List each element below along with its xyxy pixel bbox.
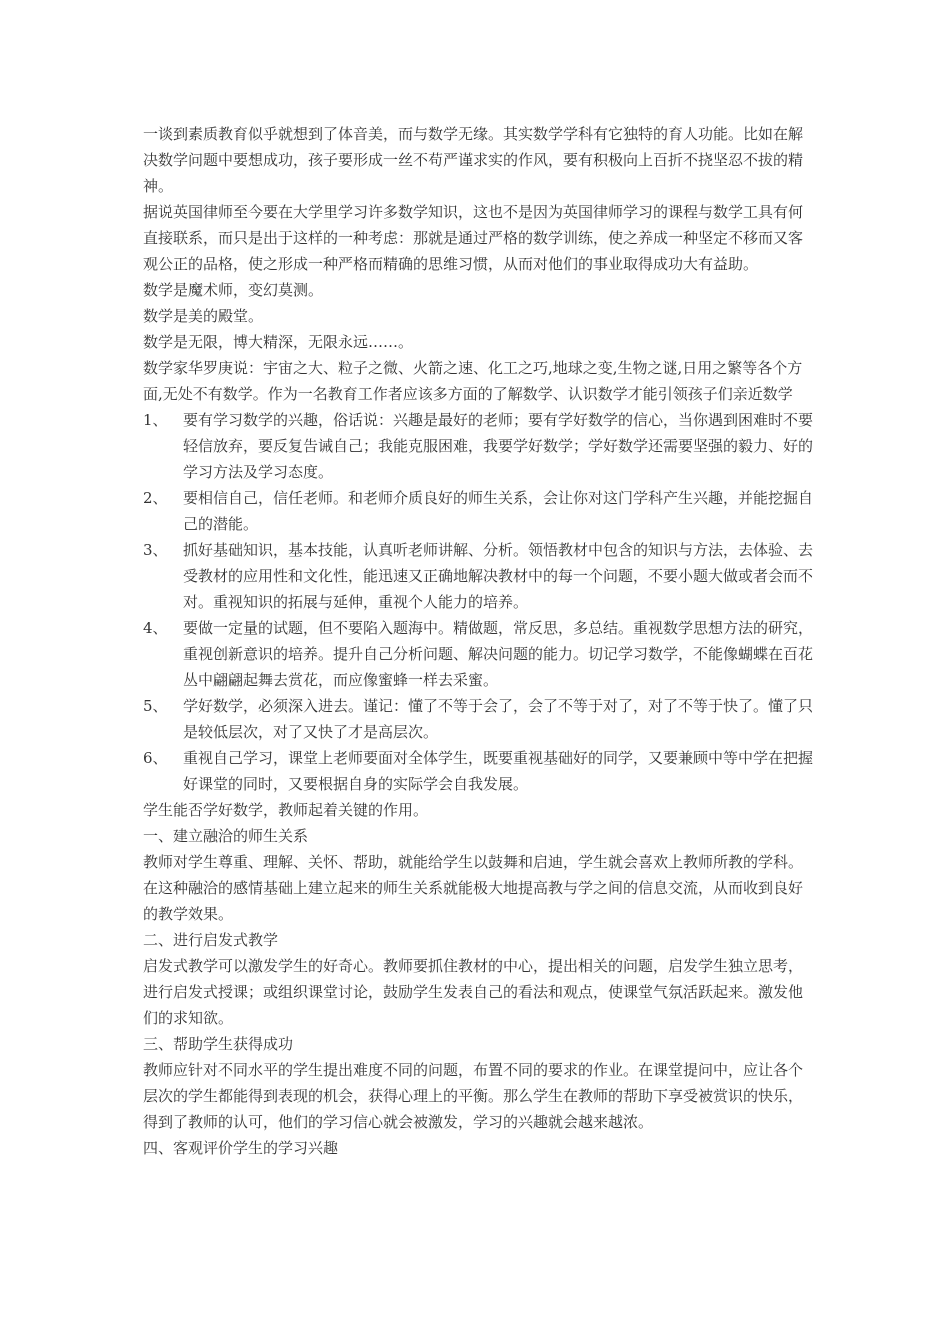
item-number: 3、 [143, 541, 168, 559]
numbered-item [143, 537, 813, 615]
section-heading: 四、客观评价学生的学习兴趣 [143, 1139, 339, 1157]
item-text: 重视自己学习，课堂上老师要面对全体学生，既要重视基础好的同学，又要兼顾中等中学在把握好课堂的同时，又要根据自身的实际学会自我发展。 [183, 749, 814, 793]
numbered-item [143, 693, 813, 745]
intro-paragraph: 数学是无限，博大精深，无限永远……。 [143, 333, 414, 351]
section-heading: 一、建立融洽的师生关系 [143, 827, 309, 845]
section-body: 启发式教学可以激发学生的好奇心。教师要抓住教材的中心，提出相关的问题，启发学生独立思考，进行启发式授课；或组织课堂讨论，鼓励学生发表自己的看法和观点，使课堂气氛活跃起来。激发他们的求知欲。 [143, 957, 804, 1027]
item-number: 2、 [143, 489, 168, 507]
intro-paragraph: 一谈到素质教育似乎就想到了体音美，而与数学无缘。其实数学学科有它独特的育人功能。比如在解决数学问题中要想成功，孩子要形成一丝不苟严谨求实的作风，要有积极向上百折不挠坚忍不拔的精神。 [143, 125, 804, 195]
intro-paragraph: 据说英国律师至今要在大学里学习许多数学知识，这也不是因为英国律师学习的课程与数学工具有何直接联系，而只是出于这样的一种考虑：那就是通过严格的数学训练，使之养成一种坚定不移而又客观公正的品格，使之形成一种严格而精确的思维习惯，从而对他们的事业取得成功大有益助。 [143, 203, 804, 273]
item-number: 5、 [143, 697, 168, 715]
numbered-item [143, 745, 813, 797]
item-text: 要做一定量的试题，但不要陷入题海中。精做题，常反思，多总结。重视数学思想方法的研究，重视创新意识的培养。提升自己分析问题、解决问题的能力。切记学习数学，不能像蝴蝶在百花丛中翩翩起舞去赏花，而应像蜜蜂一样去采蜜。 [183, 619, 814, 689]
numbered-item [143, 615, 813, 693]
section-heading: 三、帮助学生获得成功 [143, 1035, 294, 1053]
item-number: 1、 [143, 411, 168, 429]
item-text: 要有学习数学的兴趣，俗话说：兴趣是最好的老师；要有学好数学的信心，当你遇到困难时不要轻信放弃，要反复告诫自己；我能克服困难，我要学好数学；学好数学还需要坚强的毅力、好的学习方法及学习态度。 [183, 411, 814, 481]
intro-paragraph: 数学是美的殿堂。 [143, 307, 264, 325]
intro-paragraph: 数学是魔术师，变幻莫测。 [143, 281, 324, 299]
numbered-item [143, 407, 813, 485]
section-body: 教师对学生尊重、理解、关怀、帮助，就能给学生以鼓舞和启迪，学生就会喜欢上教师所教的学科。在这种融洽的感情基础上建立起来的师生关系就能极大地提高教与学之间的信息交流，从而收到良好的教学效果。 [143, 853, 804, 923]
item-number: 4、 [143, 619, 168, 637]
section-heading: 二、进行启发式教学 [143, 931, 279, 949]
item-text: 抓好基础知识，基本技能，认真听老师讲解、分析。领悟教材中包含的知识与方法，去体验、去受教材的应用性和文化性，能迅速又正确地解决教材中的每一个问题，不要小题大做或者会而不对。重视知识的拓展与延伸，重视个人能力的培养。 [183, 541, 814, 611]
section-body: 教师应针对不同水平的学生提出难度不同的问题，布置不同的要求的作业。在课堂提问中，应让各个层次的学生都能得到表现的机会，获得心理上的平衡。那么学生在教师的帮助下享受被赏识的快乐，得到了教师的认可，他们的学习信心就会被激发，学习的兴趣就会越来越浓。 [143, 1061, 804, 1131]
intro-paragraph: 数学家华罗庚说：宇宙之大、粒子之微、火箭之速、化工之巧,地球之变,生物之谜,日用之繁等各个方面,无处不有数学。作为一名教育工作者应该多方面的了解数学、认识数学才能引领孩子们亲近数学 [143, 359, 803, 403]
numbered-item [143, 485, 813, 537]
document-page [143, 121, 813, 1161]
item-text: 要相信自己，信任老师。和老师介质良好的师生关系，会让你对这门学科产生兴趣，并能挖掘自己的潜能。 [183, 489, 814, 533]
item-text: 学好数学，必须深入进去。谨记：懂了不等于会了，会了不等于对了，对了不等于快了。懂了只是较低层次，对了又快了才是高层次。 [183, 697, 814, 741]
item-number: 6、 [143, 749, 168, 767]
teacher-role-paragraph: 学生能否学好数学，教师起着关键的作用。 [143, 801, 429, 819]
